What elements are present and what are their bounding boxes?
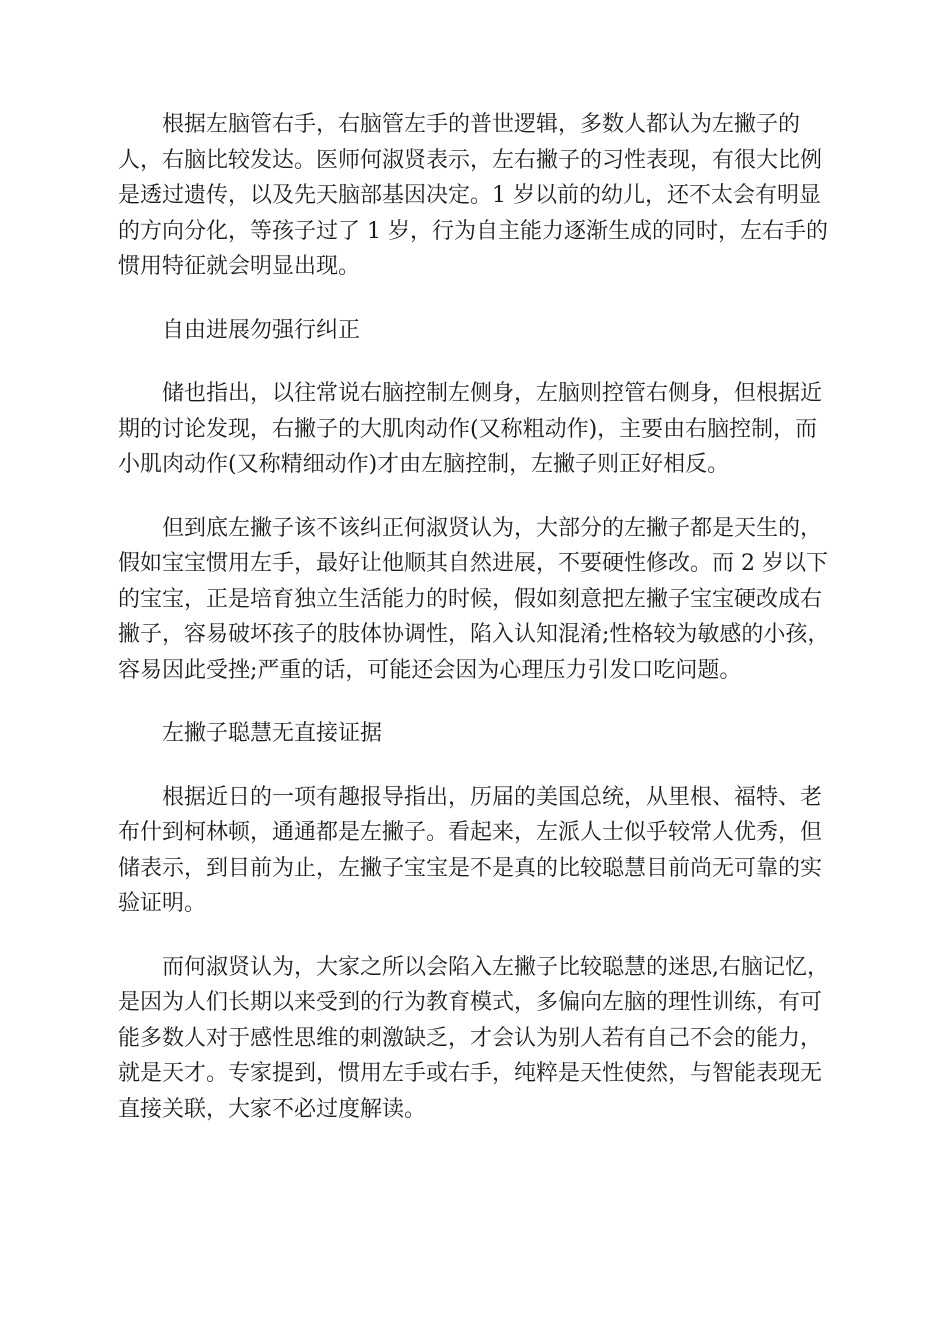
paragraph-presidents: 根据近日的一项有趣报导指出，历届的美国总统，从里根、福特、老布什到柯林顿，通通都是左撇子。看起来，左派人士似乎较常人优秀，但储表示，到目前为止，左撇子宝宝是不是真的比较聪慧目前尚无可靠的实验证明。 (118, 784, 823, 916)
paragraph-should-correct: 但到底左撇子该不该纠正何淑贤认为，大部分的左撇子都是天生的，假如宝宝惯用左手，最好让他顺其自然进展，不要硬性修改。而 2 岁以下的宝宝，正是培育独立生活能力的时候，假如刻意把左撇子宝宝硬改成右撇子，容易破坏孩子的肢体协调性，陷入认知混淆;性格较为敏感的小孩，容易因此受挫;严重的话，可能还会因为心理压力引发口吃问题。 (118, 515, 830, 683)
paragraph-brain-control: 储也指出，以往常说右脑控制左侧身，左脑则控管右侧身，但根据近期的讨论发现，右撇子的大肌肉动作(又称粗动作)，主要由右脑控制，而小肌肉动作(又称精细动作)才由左脑控制，左撇子则正好相反。 (118, 381, 823, 477)
section-heading-natural-development: 自由进展勿强行纠正 (162, 317, 361, 343)
paragraph-myth: 而何淑贤认为，大家之所以会陷入左撇子比较聪慧的迷思,右脑记忆，是因为人们长期以来受到的行为教育模式，多偏向左脑的理性训练，有可能多数人对于感性思维的刺激缺乏，才会认为别人若有自己不会的能力，就是天才。专家提到，惯用左手或右手，纯粹是天性使然，与智能表现无直接关联，大家不必过度解读。 (118, 954, 829, 1122)
section-heading-no-evidence: 左撇子聪慧无直接证据 (162, 721, 383, 746)
paragraph-heredity: 根据左脑管右手，右脑管左手的普世逻辑，多数人都认为左撇子的人，右脑比较发达。医师何淑贤表示，左右撇子的习性表现，有很大比例是透过遗传，以及先天脑部基因决定。1 岁以前的幼儿，还不太会有明显的方向分化，等孩子过了 1 岁，行为自主能力逐渐生成的同时，左右手的惯用特征就会明显出现。 (118, 112, 828, 279)
